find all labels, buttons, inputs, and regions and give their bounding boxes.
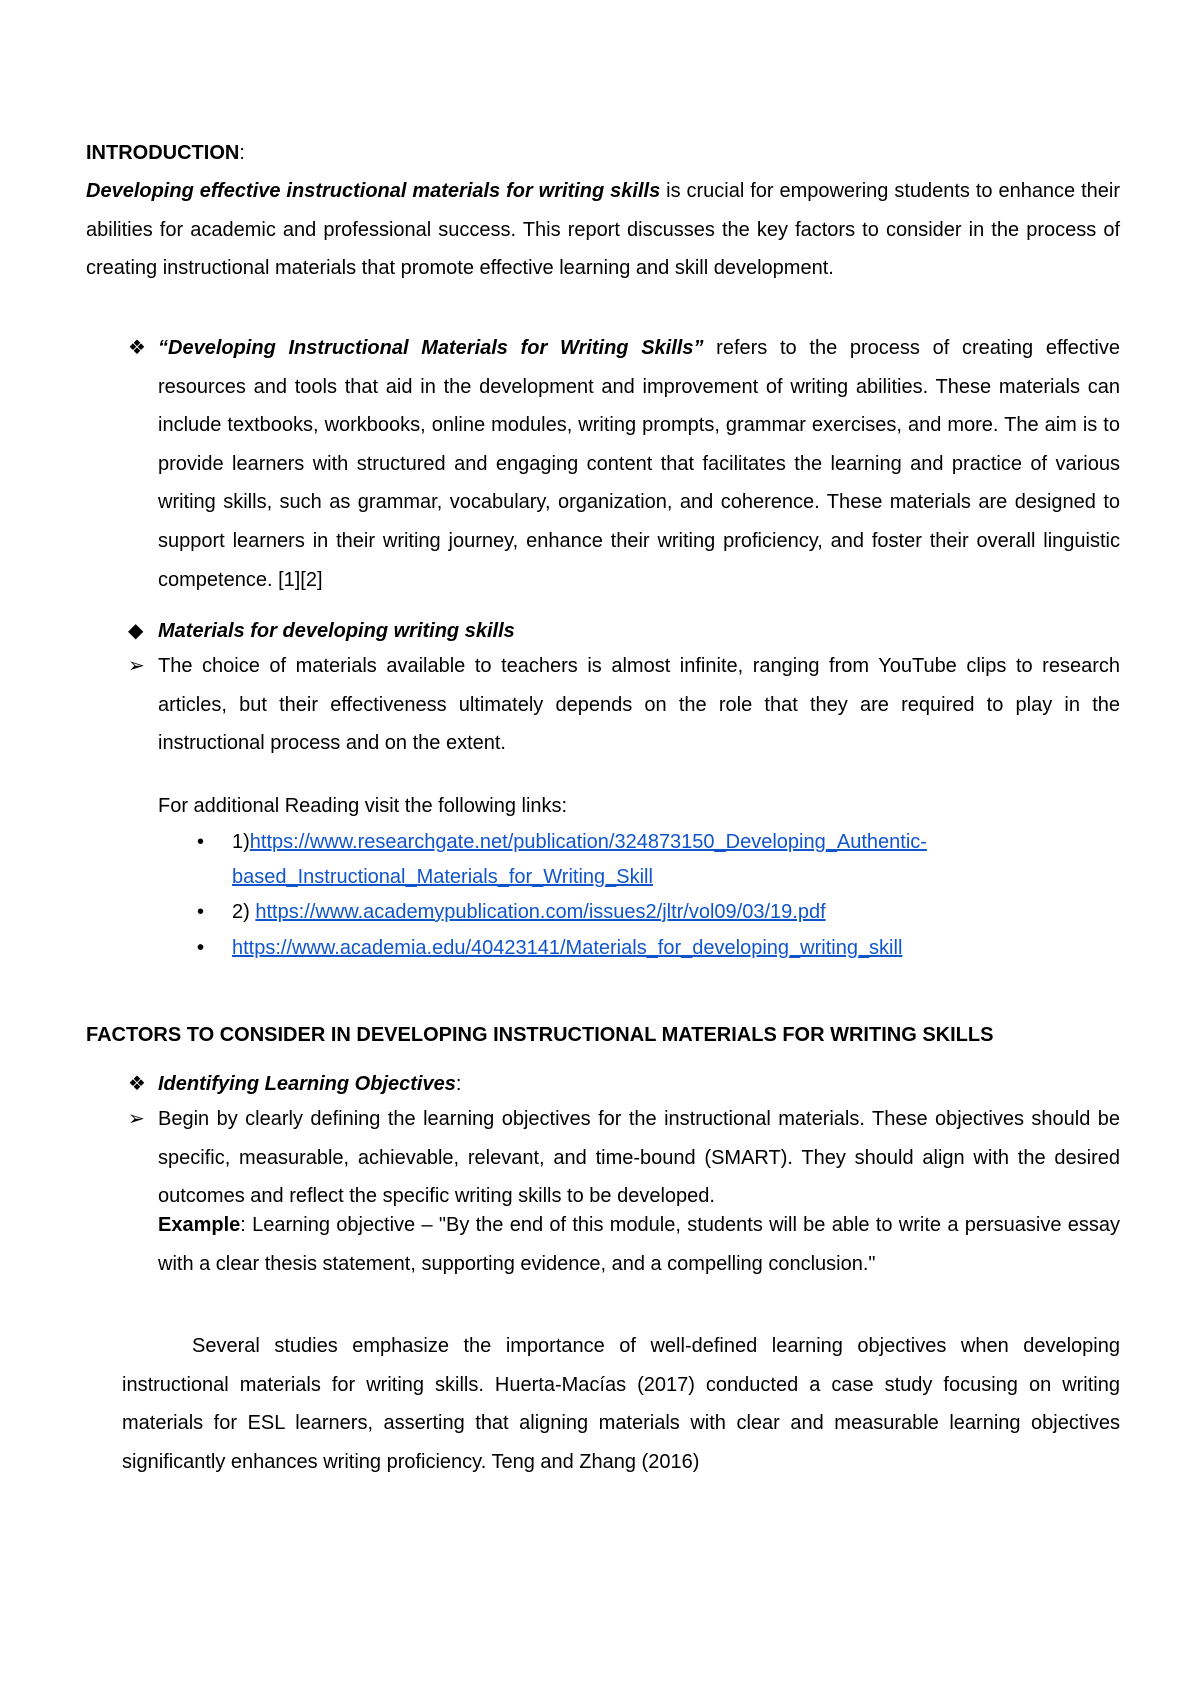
studies-paragraph: Several studies emphasize the importance of well-defined learning objectives when developing instructional materials for writing skills. Huerta-Macías (2017) conducted a case study focusing on writing materials for ESL learners, asserting that aligning materials with clear and measurable learning objectives significantly enhances writing proficiency. Teng and Zhang (2016) — [122, 1335, 1120, 1473]
definition-paragraph — [158, 329, 1120, 599]
intro-paragraph — [86, 172, 1120, 288]
objectives-title — [158, 1065, 1120, 1104]
diamond-dots-bullet-icon: ❖ — [128, 337, 146, 359]
link-bullet-icon: • — [197, 901, 205, 923]
link-bullet-icon: • — [197, 937, 205, 959]
link-1-line-1 — [232, 823, 927, 862]
diamond-bullet-icon: ◆ — [128, 620, 144, 642]
additional-reading-intro: For additional Reading visit the following links: — [158, 795, 568, 817]
link-2-prefix: 2) — [232, 901, 256, 923]
intro-heading — [86, 139, 1120, 167]
example-text: : Learning objective – "By the end of this module, students will be able to write a persuasive essay with a clear thesis statement, supporting evidence, and a compelling conclusion." — [158, 1214, 1120, 1275]
link-1-prefix: 1) — [232, 831, 250, 853]
link-bullet-icon: • — [197, 831, 205, 853]
intro-paragraph-text: is crucial for empowering students to enhance their abilities for academic and professional success. This report discusses the key factors to consider in the process of creating instructional materials that promote effective learning and skill development. — [86, 180, 1121, 280]
link-3-line — [232, 929, 902, 968]
intro-paragraph-bold: Developing effective instructional materials for writing skills — [86, 180, 661, 202]
factors-heading: FACTORS TO CONSIDER IN DEVELOPING INSTRUCTIONAL MATERIALS FOR WRITING SKILLS — [86, 1024, 994, 1046]
link-2-line — [232, 893, 826, 932]
example-paragraph — [158, 1206, 1120, 1283]
arrow-bullet-icon: ➢ — [128, 655, 145, 677]
objectives-title-text: Identifying Learning Objectives — [158, 1073, 456, 1095]
link-academia[interactable]: https://www.academia.edu/40423141/Materials_for_developing_writing_skill — [232, 937, 903, 959]
materials-paragraph: The choice of materials available to teachers is almost infinite, ranging from YouTube clips to research articles, but their effectiveness ultimately depends on the role that they are required to play in the instructional process and on the extent. — [158, 655, 1120, 755]
objectives-title-colon: : — [455, 1073, 462, 1095]
link-1-line-2 — [232, 858, 653, 897]
intro-heading-text: INTRODUCTION — [86, 142, 240, 164]
definition-text: refers to the process of creating effective resources and tools that aid in the development and improvement of writing abilities. These materials can include textbooks, workbooks, online modules, writing prompts, grammar exercises, and more. The aim is to provide learners with structured and engaging content that facilitates the learning and practice of various writing skills, such as grammar, vocabulary, organization, and coherence. These materials are designed to support learners in their writing journey, enhance their writing proficiency, and foster their overall linguistic competence. [1][2] — [158, 337, 1121, 591]
intro-heading-colon: : — [239, 142, 245, 164]
link-researchgate[interactable]: https://www.researchgate.net/publication/324873150_Developing_Authentic- — [249, 831, 927, 853]
arrow-bullet-icon: ➢ — [128, 1108, 145, 1130]
definition-bold-title: “Developing Instructional Materials for Writing Skills” — [158, 337, 704, 359]
materials-title: Materials for developing writing skills — [158, 620, 515, 642]
diamond-dots-bullet-icon: ❖ — [128, 1073, 146, 1095]
link-academypublication[interactable]: https://www.academypublication.com/issues2/jltr/vol09/03/19.pdf — [255, 901, 826, 923]
link-researchgate-continued[interactable]: based_Instructional_Materials_for_Writing_Skill — [232, 866, 653, 888]
example-label: Example — [158, 1214, 241, 1236]
objectives-paragraph: Begin by clearly defining the learning objectives for the instructional materials. These objectives should be specific, measurable, achievable, relevant, and time-bound (SMART). They should align with the desired outcomes and reflect the specific writing skills to be developed. — [158, 1108, 1120, 1208]
